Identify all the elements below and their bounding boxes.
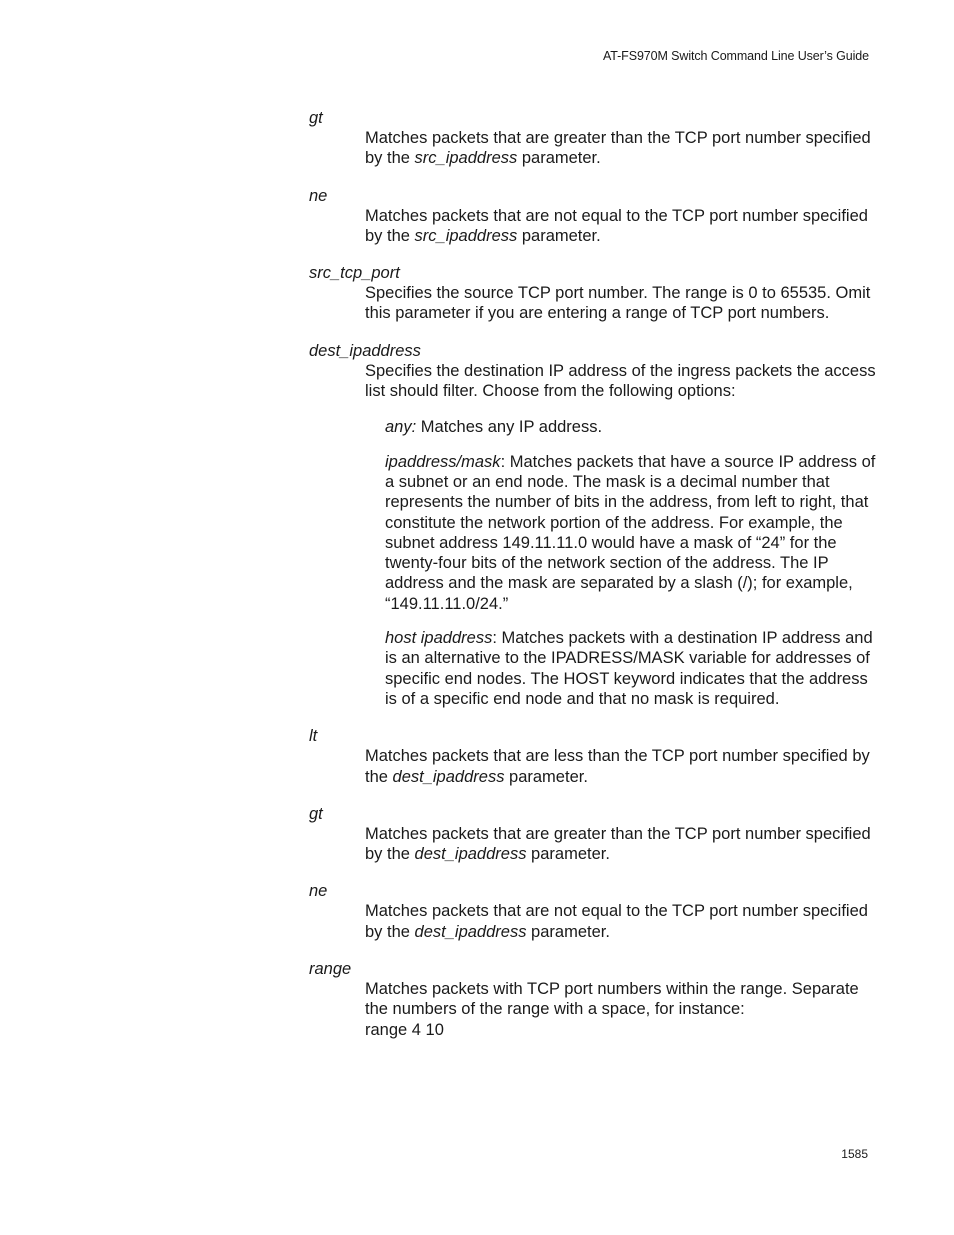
definition-text: parameter.: [517, 149, 601, 168]
definition-text: parameter.: [504, 767, 588, 786]
param-term: ne: [309, 186, 328, 205]
param-entry-ne-src: [309, 186, 879, 247]
command-example: range 4 10: [365, 1020, 444, 1039]
param-definition: [365, 824, 879, 865]
option-host-ipaddress: [385, 628, 879, 709]
param-term: gt: [309, 109, 323, 127]
definition-text: parameter.: [526, 845, 610, 864]
definition-text: Matches packets that are less than the TCP port number specified by the: [365, 747, 870, 786]
param-entry-range: [309, 959, 879, 1040]
definition-text: Matches packets that are greater than the TCP port number specified by the: [365, 129, 871, 168]
definition-text: Specifies the destination IP address of the ingress packets the access list should filter. Choose from the following options:: [365, 361, 876, 401]
param-entry-lt-dest: [309, 726, 879, 787]
param-entry-gt-dest: [309, 804, 879, 865]
option-text: Matches any IP address.: [416, 418, 603, 437]
option-label: host ipaddress: [385, 629, 493, 648]
param-entry-ne-dest: [309, 881, 879, 942]
page-number: 1585: [841, 1147, 868, 1161]
param-definition: [365, 128, 879, 169]
param-entry-gt-src: [309, 108, 879, 169]
definition-text: Matches packets that are not equal to the TCP port number specified by the: [365, 206, 868, 245]
parameter-list: [309, 108, 879, 1057]
param-definition: [365, 746, 879, 787]
option-text: : Matches packets that have a source IP address of a subnet or an end node. The mask is a decimal number that represents the number of bits in the address, from left to right, that constitute the network portion of the address. For example, the subnet address 149.11.11.0 would have a mask of “24” for the twenty-four bits of the network section of the address. The IP address and the mask are separated by a slash (/); for example, “149.11.11.0/24.”: [385, 452, 876, 613]
param-definition: [365, 361, 879, 709]
definition-text: Matches packets that are not equal to the TCP port number specified by the: [365, 902, 868, 941]
param-entry-src-tcp-port: [309, 263, 879, 324]
param-reference: src_ipaddress: [414, 149, 518, 168]
definition-text: parameter.: [517, 226, 601, 245]
param-reference: dest_ipaddress: [392, 767, 505, 786]
definition-text: Matches packets with TCP port numbers within the range. Separate the numbers of the range with a space, for instance:: [365, 980, 859, 1019]
option-label: ipaddress/mask: [385, 452, 501, 471]
option-ipaddress-mask: [385, 452, 879, 614]
param-term: ne: [309, 882, 328, 901]
definition-text: Matches packets that are greater than the TCP port number specified by the: [365, 824, 871, 864]
param-reference: src_ipaddress: [414, 226, 518, 245]
param-term: gt: [309, 804, 323, 823]
definition-text: parameter.: [526, 922, 610, 941]
running-header: AT-FS970M Switch Command Line User’s Guide: [602, 49, 869, 63]
param-definition: [365, 283, 879, 324]
param-entry-dest-ipaddress: [309, 341, 879, 709]
param-reference: dest_ipaddress: [414, 922, 527, 941]
param-term: range: [309, 960, 352, 979]
param-term: lt: [309, 727, 318, 746]
param-term: src_tcp_port: [309, 264, 400, 283]
param-term: dest_ipaddress: [309, 341, 421, 360]
param-definition: [365, 206, 879, 247]
param-definition: [365, 979, 879, 1040]
option-any: [385, 417, 879, 437]
param-reference: dest_ipaddress: [414, 845, 527, 864]
param-definition: [365, 901, 879, 942]
option-text: : Matches packets with a destination IP address and is an alternative to the IPADRESS/MASK variable for addresses of specific end nodes. The HOST keyword indicates that the address is of a specific end node and that no mask is required.: [385, 629, 873, 708]
option-label: any:: [385, 418, 417, 437]
definition-text: Specifies the source TCP port number. The range is 0 to 65535. Omit this parameter if you are entering a range of TCP port numbers.: [365, 284, 871, 323]
